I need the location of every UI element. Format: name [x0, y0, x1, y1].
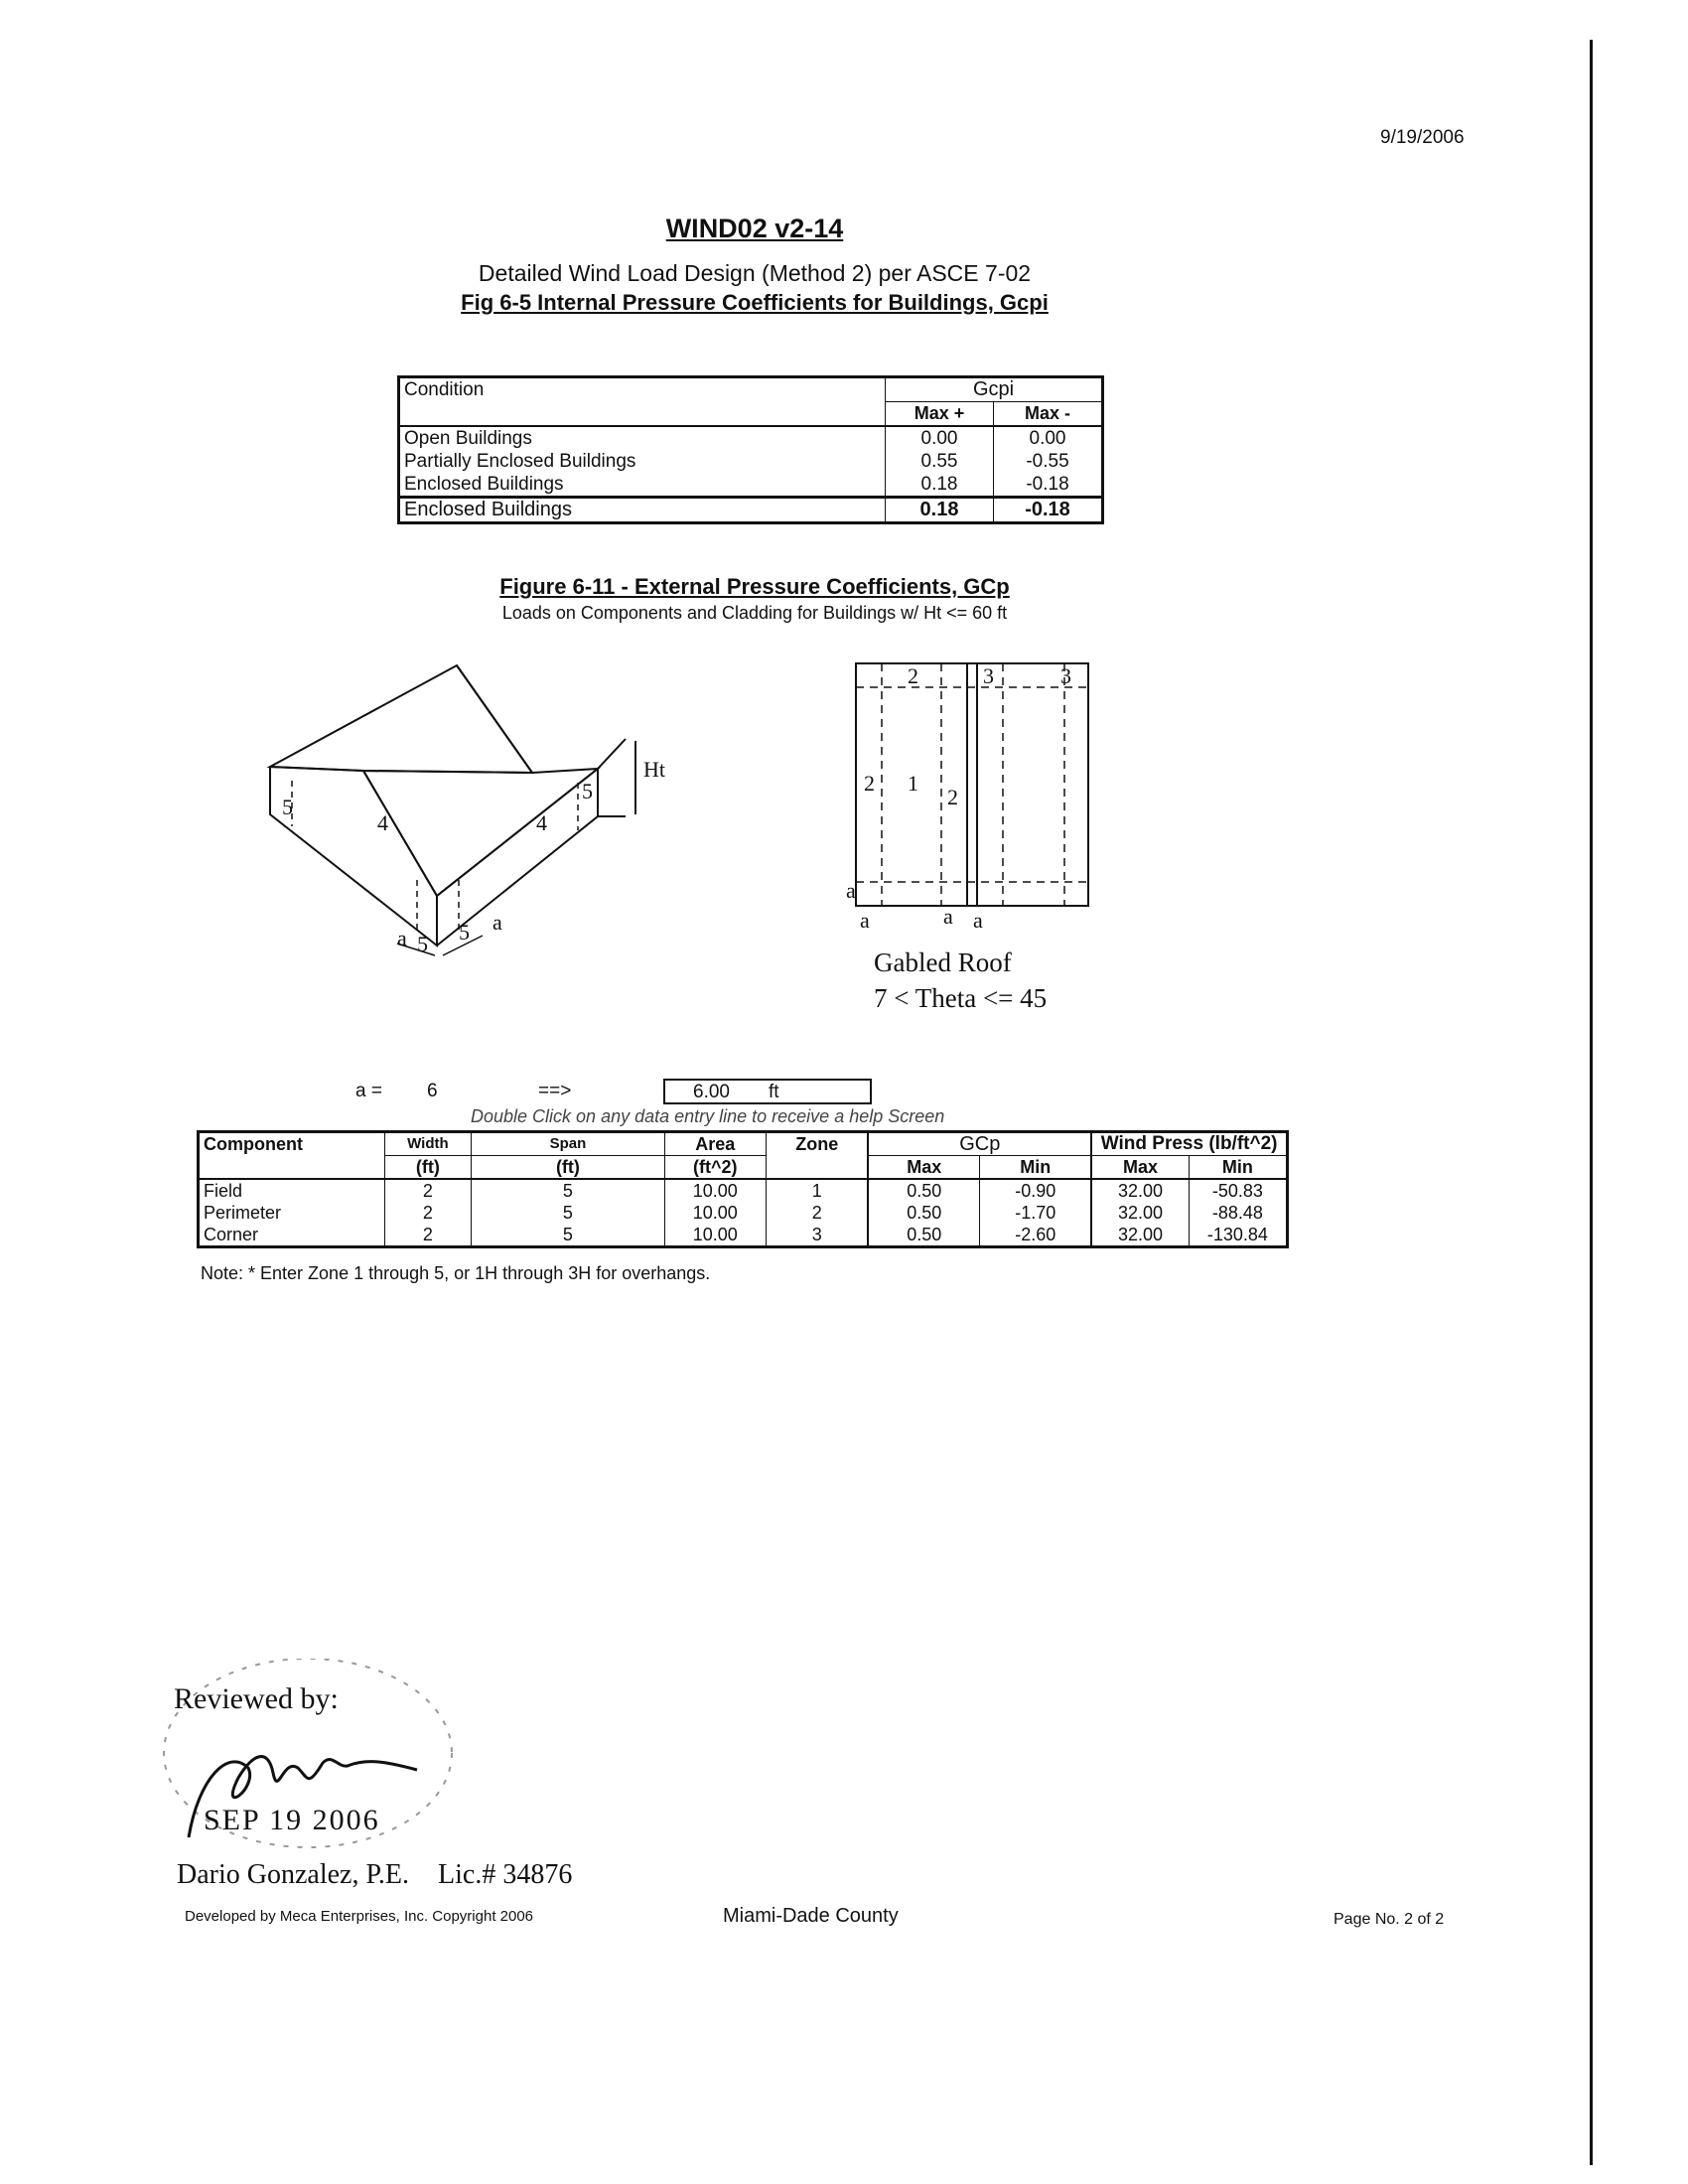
a-result-box [663, 1079, 872, 1104]
scan-edge-line [1590, 40, 1593, 2165]
stamp-date: SEP 19 2006 [204, 1804, 380, 1836]
gcpi-max-neg: -0.55 [994, 450, 1103, 473]
zone-label-3: 3 [1060, 663, 1071, 688]
header-wind-max: Max [1091, 1156, 1189, 1180]
a-input-label: a = [355, 1081, 382, 1101]
component-span[interactable]: 5 [472, 1202, 664, 1224]
component-width[interactable]: 2 [384, 1179, 472, 1202]
component-zone[interactable]: 2 [767, 1202, 869, 1224]
height-label: Ht [643, 757, 665, 782]
header-gcp-min: Min [980, 1156, 1092, 1180]
component-width[interactable]: 2 [384, 1202, 472, 1224]
gcpi-selected-max-neg: -0.18 [994, 498, 1103, 523]
header-width-unit: (ft) [384, 1156, 472, 1180]
gcpi-selected-max-pos: 0.18 [886, 498, 994, 523]
header-area: Area [664, 1132, 766, 1156]
reviewed-by-label: Reviewed by: [174, 1682, 339, 1715]
header-gcp: GCp [868, 1132, 1091, 1156]
dimension-a-label: a [397, 926, 407, 950]
component-gcp-max: 0.50 [868, 1224, 979, 1247]
zone-label-2: 2 [908, 663, 918, 688]
gcpi-condition: Partially Enclosed Buildings [399, 450, 886, 473]
table-row[interactable] [199, 1179, 1288, 1202]
gcpi-max-neg: -0.18 [994, 473, 1103, 498]
component-zone[interactable]: 1 [767, 1179, 869, 1202]
table-row [399, 473, 1103, 498]
roof-left-plane [270, 665, 532, 773]
a-input-arrow: ==> [538, 1081, 572, 1101]
gcpi-header-max-pos: Max + [886, 402, 994, 427]
component-area: 10.00 [664, 1179, 766, 1202]
component-gcp-max: 0.50 [868, 1179, 979, 1202]
zone-label-5: 5 [417, 932, 428, 956]
gcpi-max-pos: 0.18 [886, 473, 994, 498]
print-date: 9/19/2006 [1380, 127, 1465, 148]
page-title: WIND02 v2-14 [665, 214, 844, 243]
component-wind-max: 32.00 [1091, 1202, 1189, 1224]
component-name[interactable]: Perimeter [199, 1202, 385, 1224]
ridge-line [457, 665, 532, 773]
developer-credit: Developed by Meca Enterprises, Inc. Copyright 2006 [185, 1908, 534, 1925]
zone-label-4: 4 [536, 810, 547, 835]
zone-label-1: 1 [908, 771, 918, 796]
gcpi-table [397, 375, 1104, 524]
component-zone[interactable]: 3 [767, 1224, 869, 1247]
a-result-unit: ft [769, 1082, 779, 1102]
signer-line [177, 1859, 572, 1891]
header-span: Span [472, 1132, 664, 1156]
component-name[interactable]: Corner [199, 1224, 385, 1247]
building-3d-diagram [238, 646, 715, 963]
gcpi-selected-row[interactable] [399, 498, 1103, 523]
component-gcp-min: -1.70 [980, 1202, 1092, 1224]
component-wind-min: -50.83 [1189, 1179, 1287, 1202]
a-input-value[interactable]: 6 [427, 1081, 438, 1101]
gcpi-condition: Open Buildings [399, 426, 886, 450]
table-row [399, 450, 1103, 473]
roof-plan-diagram [834, 659, 1122, 938]
component-wind-max: 32.00 [1091, 1179, 1189, 1202]
fig65-title: Fig 6-5 Internal Pressure Coefficients for Buildings, Gcpi [461, 290, 1049, 315]
a-result-value: 6.00 [693, 1082, 730, 1102]
end-wall-outline [270, 767, 437, 946]
component-name[interactable]: Field [199, 1179, 385, 1202]
header-wind-min: Min [1189, 1156, 1287, 1180]
component-gcp-min: -2.60 [980, 1224, 1092, 1247]
zone-label-4: 4 [377, 810, 388, 835]
zone-label-2: 2 [947, 785, 958, 809]
header-width: Width [384, 1132, 472, 1156]
theta-range-label: 7 < Theta <= 45 [874, 983, 1048, 1013]
roof-right-plane [363, 769, 598, 896]
zone-label-5: 5 [582, 779, 593, 803]
fig611-subtitle: Loads on Components and Cladding for Buildings w/ Ht <= 60 ft [501, 603, 1008, 623]
dimension-a-label: a [943, 904, 953, 929]
page-subtitle: Detailed Wind Load Design (Method 2) per ASCE 7-02 [478, 260, 1032, 286]
header-zone: Zone [767, 1132, 869, 1180]
gcpi-header-group: Gcpi [886, 377, 1103, 402]
header-wind-press: Wind Press (lb/ft^2) [1091, 1132, 1287, 1156]
component-span[interactable]: 5 [472, 1224, 664, 1247]
dimension-a-label: a [860, 908, 870, 933]
component-gcp-min: -0.90 [980, 1179, 1092, 1202]
height-ext-top [598, 739, 626, 769]
table-row[interactable] [199, 1224, 1288, 1247]
page-number: Page No. 2 of 2 [1334, 1911, 1445, 1928]
component-area: 10.00 [664, 1224, 766, 1247]
header-gcp-max: Max [868, 1156, 979, 1180]
help-hint: Double Click on any data entry line to receive a help Screen [471, 1106, 945, 1126]
header-area-unit: (ft^2) [664, 1156, 766, 1180]
fig611-title: Figure 6-11 - External Pressure Coefficients, GCp [499, 574, 1010, 599]
component-area: 10.00 [664, 1202, 766, 1224]
table-row [399, 426, 1103, 450]
header-span-unit: (ft) [472, 1156, 664, 1180]
zone-label-5: 5 [282, 795, 293, 819]
signer-license: Lic.# 34876 [438, 1859, 573, 1890]
roof-type-label: Gabled Roof [874, 947, 1012, 977]
component-gcp-max: 0.50 [868, 1202, 979, 1224]
component-width[interactable]: 2 [384, 1224, 472, 1247]
roof-plan-outline [856, 663, 1088, 906]
table-row[interactable] [199, 1202, 1288, 1224]
dimension-a-label: a [846, 878, 856, 903]
zone-label-2: 2 [864, 771, 875, 796]
signer-name: Dario Gonzalez, P.E. [177, 1859, 410, 1890]
dimension-a-label: a [973, 908, 983, 933]
gcpi-max-neg: 0.00 [994, 426, 1103, 450]
dimension-a-label: a [492, 910, 502, 935]
zone-label-5: 5 [459, 920, 470, 945]
header-component: Component [199, 1132, 385, 1180]
zone-label-3: 3 [983, 663, 994, 688]
gcpi-header-condition: Condition [399, 377, 886, 427]
gcpi-selected-condition[interactable]: Enclosed Buildings [399, 498, 886, 523]
component-wind-max: 32.00 [1091, 1224, 1189, 1247]
gcpi-condition: Enclosed Buildings [399, 473, 886, 498]
component-wind-min: -130.84 [1189, 1224, 1287, 1247]
zone-note: Note: * Enter Zone 1 through 5, or 1H through 3H for overhangs. [201, 1263, 711, 1283]
gcpi-max-pos: 0.55 [886, 450, 994, 473]
county-label: Miami-Dade County [723, 1905, 899, 1927]
component-wind-min: -88.48 [1189, 1202, 1287, 1224]
gcpi-header-max-neg: Max - [994, 402, 1103, 427]
component-span[interactable]: 5 [472, 1179, 664, 1202]
component-table [197, 1130, 1289, 1248]
gcpi-max-pos: 0.00 [886, 426, 994, 450]
